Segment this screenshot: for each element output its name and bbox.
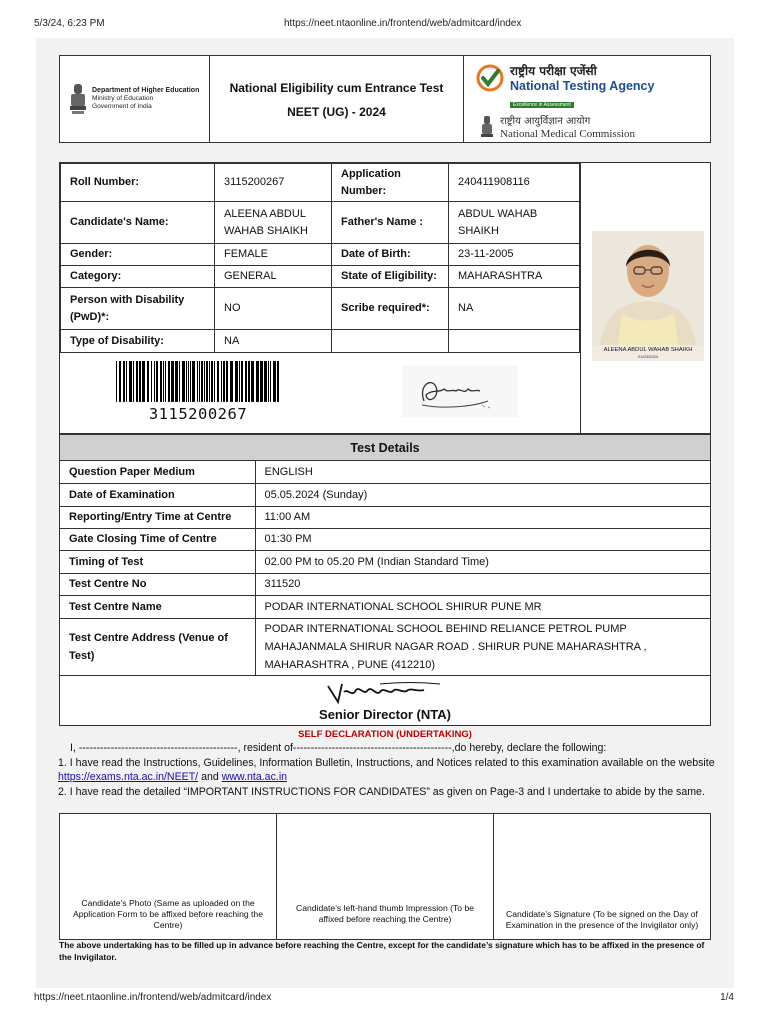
barcode-number: 3115200267 bbox=[148, 405, 248, 423]
table-row bbox=[61, 266, 580, 288]
centre-name-value: PODAR INTERNATIONAL SCHOOL SHIRUR PUNE MR bbox=[255, 595, 710, 618]
candidate-photo-image bbox=[592, 231, 704, 345]
exam-name: National Eligibility cum Entrance Test bbox=[229, 81, 444, 95]
director-signature-icon bbox=[320, 678, 460, 708]
candidate-name-value: ALEENA ABDUL WAHAB SHAIKH bbox=[215, 202, 332, 244]
exam-code: NEET (UG) - 2024 bbox=[287, 105, 386, 119]
centre-no-label: Test Centre No bbox=[60, 573, 255, 595]
table-row bbox=[61, 164, 580, 202]
declaration-line-1: I, ---------------------------------------------, resident of---------------------------------------------,do hereby, declare the following: bbox=[70, 742, 607, 754]
test-timing-value: 02.00 PM to 05.20 PM (Indian Standard Time) bbox=[255, 550, 710, 573]
candidate-signature-image bbox=[402, 365, 518, 417]
self-declaration-text bbox=[58, 741, 718, 799]
candidate-info-section bbox=[59, 162, 711, 434]
barcode-bar bbox=[136, 361, 138, 402]
table-row bbox=[60, 506, 710, 528]
barcode-bar bbox=[235, 361, 238, 402]
pwd-label: Person with Disability (PwD)*: bbox=[61, 288, 215, 330]
barcode-bar bbox=[264, 361, 267, 402]
nta-hindi-name: राष्ट्रीय परीक्षा एजेंसी bbox=[510, 64, 597, 78]
table-row bbox=[60, 618, 710, 675]
barcode-bar bbox=[156, 361, 158, 402]
candidate-name-label: Candidate's Name: bbox=[61, 202, 215, 244]
barcode-bar bbox=[199, 361, 200, 402]
barcode-bar bbox=[165, 361, 166, 402]
barcode-bar bbox=[182, 361, 185, 402]
barcode-bar bbox=[223, 361, 225, 402]
reporting-time-value: 11:00 AM bbox=[255, 506, 710, 528]
nta-tagline: Excellence in Assessment bbox=[510, 102, 574, 108]
barcode-bar bbox=[192, 361, 195, 402]
category-value: GENERAL bbox=[215, 266, 332, 288]
barcode-bar bbox=[260, 361, 263, 402]
barcode-bar bbox=[129, 361, 132, 402]
barcode-bar bbox=[142, 361, 145, 402]
barcode-bar bbox=[245, 361, 247, 402]
barcode-bar bbox=[151, 361, 152, 402]
photo-affix-box bbox=[60, 814, 277, 939]
barcode-bar bbox=[175, 361, 178, 402]
candidate-photo-cell bbox=[580, 163, 710, 433]
barcode-bar bbox=[206, 361, 208, 402]
state-eligibility-value: MAHARASHTRA bbox=[449, 266, 580, 288]
barcode-bar bbox=[123, 361, 125, 402]
centre-address-value: PODAR INTERNATIONAL SCHOOL BEHIND RELIANCE PETROL PUMP MAHAJANMALA SHIRUR NAGAR ROAD . SHIRUR PUNE MAHARASHTRA , MAHARASHTRA , PUNE (412210) bbox=[264, 622, 647, 671]
barcode-bar bbox=[163, 361, 164, 402]
table-row bbox=[60, 461, 710, 483]
barcode-bar bbox=[221, 361, 222, 402]
disability-type-label: Type of Disability: bbox=[61, 330, 215, 353]
disability-type-value: NA bbox=[215, 330, 332, 353]
declaration-point-2: 2. I have read the detailed “IMPORTANT INSTRUCTIONS FOR CANDIDATES” as given on Page-3 and I undertake to abide by the same. bbox=[58, 785, 705, 798]
barcode-bar bbox=[273, 361, 276, 402]
test-details-table bbox=[60, 461, 710, 675]
national-emblem-icon bbox=[68, 82, 88, 116]
test-details-title: Test Details bbox=[60, 435, 710, 461]
table-row bbox=[61, 202, 580, 244]
gender-label: Gender: bbox=[61, 244, 215, 266]
print-datetime: 5/3/24, 6:23 PM bbox=[34, 18, 105, 29]
dept-line-3: Government of India bbox=[92, 103, 152, 110]
nta-english-name: National Testing Agency bbox=[510, 79, 655, 93]
candidate-signature-icon bbox=[402, 365, 518, 417]
dob-label: Date of Birth: bbox=[332, 244, 449, 266]
barcode-bar bbox=[160, 361, 162, 402]
barcode-bar bbox=[171, 361, 174, 402]
barcode-bar bbox=[214, 361, 215, 402]
category-label: Category: bbox=[61, 266, 215, 288]
table-row bbox=[60, 528, 710, 550]
dhe-logo bbox=[60, 56, 210, 142]
scribe-value: NA bbox=[449, 288, 580, 330]
table-row bbox=[61, 330, 580, 353]
table-row bbox=[60, 595, 710, 618]
admit-card-sheet bbox=[36, 38, 734, 988]
table-row bbox=[61, 244, 580, 266]
print-header bbox=[34, 18, 734, 29]
gate-closing-label: Gate Closing Time of Centre bbox=[60, 528, 255, 550]
table-row bbox=[61, 288, 580, 330]
nta-home-link[interactable]: www.nta.ac.in bbox=[221, 771, 288, 783]
barcode-bar bbox=[226, 361, 228, 402]
print-footer bbox=[34, 992, 734, 1003]
director-designation: Senior Director (NTA) bbox=[319, 707, 451, 722]
table-row bbox=[60, 483, 710, 506]
barcode-bar bbox=[211, 361, 213, 402]
nmc-english-name: National Medical Commission bbox=[500, 128, 636, 140]
barcode-bar bbox=[147, 361, 149, 402]
pwd-value: NO bbox=[215, 288, 332, 330]
centre-name-label: Test Centre Name bbox=[60, 595, 255, 618]
roll-number-value: 3115200267 bbox=[215, 164, 332, 202]
table-row bbox=[60, 573, 710, 595]
barcode-bar bbox=[241, 361, 243, 402]
admit-card-header bbox=[59, 55, 711, 143]
signature-affix-label: Candidate’s Signature (To be signed on the Day of Examination in the presence of the Invigilator only) bbox=[505, 909, 699, 930]
reporting-time-label: Reporting/Entry Time at Centre bbox=[60, 506, 255, 528]
paper-medium-label: Question Paper Medium bbox=[60, 461, 255, 483]
nta-check-icon bbox=[476, 64, 504, 92]
thumb-impression-box bbox=[277, 814, 494, 939]
paper-medium-value: ENGLISH bbox=[255, 461, 710, 483]
print-url: https://neet.ntaonline.in/frontend/web/admitcard/index bbox=[284, 18, 522, 29]
barcode-bar bbox=[201, 361, 203, 402]
test-details-section bbox=[59, 434, 711, 676]
barcode-bar bbox=[139, 361, 141, 402]
roll-number-label: Roll Number: bbox=[61, 164, 215, 202]
test-timing-label: Timing of Test bbox=[60, 550, 255, 573]
dob-value: 23-11-2005 bbox=[449, 244, 580, 266]
authority-signature-block bbox=[59, 675, 711, 726]
table-row bbox=[60, 550, 710, 573]
barcode-bar bbox=[204, 361, 205, 402]
barcode-signature-row bbox=[60, 352, 580, 434]
gender-value: FEMALE bbox=[215, 244, 332, 266]
photo-caption-name: ALEENA ABDUL WAHAB SHAIKH bbox=[603, 347, 693, 353]
barcode-bar bbox=[251, 361, 254, 402]
centre-no-value: 311520 bbox=[255, 573, 710, 595]
barcode-bar bbox=[186, 361, 187, 402]
barcode-bar bbox=[133, 361, 134, 402]
barcode-bar bbox=[116, 361, 117, 402]
barcode-bar bbox=[188, 361, 189, 402]
page-number: 1/4 bbox=[720, 992, 734, 1003]
declaration-point-1 bbox=[58, 756, 718, 785]
barcode-bar bbox=[230, 361, 233, 402]
nmc-hindi-name: राष्ट्रीय आयुर्विज्ञान आयोग bbox=[500, 116, 591, 127]
self-declaration-title: SELF DECLARATION (UNDERTAKING) bbox=[298, 729, 472, 740]
dept-line-1: Department of Higher Education bbox=[92, 87, 200, 94]
photo-caption-date: 01/03/2024 bbox=[637, 354, 659, 359]
candidate-photo bbox=[592, 231, 704, 361]
barcode-bar bbox=[119, 361, 121, 402]
dept-line-2: Ministry of Education bbox=[92, 95, 154, 102]
nta-logo bbox=[476, 62, 710, 93]
barcode-bar bbox=[168, 361, 170, 402]
application-number-value: 240411908116 bbox=[449, 164, 580, 202]
declaration-point-1-text: 1. I have read the Instructions, Guidelines, Information Bulletin, Instructions, and Notices related to this examination available on the website bbox=[58, 756, 715, 769]
footer-url: https://neet.ntaonline.in/frontend/web/admitcard/index bbox=[34, 992, 272, 1003]
nta-nmc-logos bbox=[464, 56, 710, 142]
nmc-emblem-icon bbox=[480, 115, 494, 141]
barcode-bar bbox=[197, 361, 198, 402]
exam-title-block bbox=[210, 56, 464, 142]
barcode-bar bbox=[154, 361, 155, 402]
father-name-value: ABDUL WAHAB SHAIKH bbox=[449, 202, 580, 244]
nmc-logo bbox=[480, 115, 710, 141]
exam-date-value: 05.05.2024 (Sunday) bbox=[255, 483, 710, 506]
gate-closing-value: 01:30 PM bbox=[255, 528, 710, 550]
barcode-bar bbox=[277, 361, 279, 402]
application-number-label: Application Number: bbox=[332, 164, 449, 202]
scribe-label: Scribe required*: bbox=[332, 288, 449, 330]
barcode-bar bbox=[217, 361, 219, 402]
thumb-impression-label: Candidate’s left-hand thumb Impression (To be affixed before reaching the Centre) bbox=[295, 903, 475, 924]
father-name-label: Father's Name : bbox=[332, 202, 449, 244]
nta-neet-link[interactable]: https://exams.nta.ac.in/NEET/ bbox=[58, 771, 199, 783]
barcode-bar bbox=[268, 361, 269, 402]
barcode-bar bbox=[270, 361, 271, 402]
state-eligibility-label: State of Eligibility: bbox=[332, 266, 449, 288]
barcode-bar bbox=[179, 361, 180, 402]
photo-affix-label: Candidate’s Photo (Same as uploaded on the Application Form to be affixed before reaching the Centre) bbox=[73, 898, 263, 930]
barcode-bar bbox=[239, 361, 240, 402]
barcode-bar bbox=[209, 361, 210, 402]
barcode-bar bbox=[126, 361, 127, 402]
centre-address-label: Test Centre Address (Venue of Test) bbox=[60, 618, 255, 675]
signature-affix-box bbox=[494, 814, 710, 939]
declaration-and-text: and bbox=[198, 771, 222, 783]
candidate-info-table bbox=[60, 163, 580, 353]
exam-date-label: Date of Examination bbox=[60, 483, 255, 506]
undertaking-note: The above undertaking has to be filled up in advance before reaching the Centre, except for the candidate’s signature which has to be affixed in the presence of the Invigilator. bbox=[59, 940, 705, 962]
affix-boxes bbox=[59, 813, 711, 940]
barcode-bar bbox=[256, 361, 259, 402]
barcode-bar bbox=[190, 361, 191, 402]
barcode-bar bbox=[248, 361, 250, 402]
